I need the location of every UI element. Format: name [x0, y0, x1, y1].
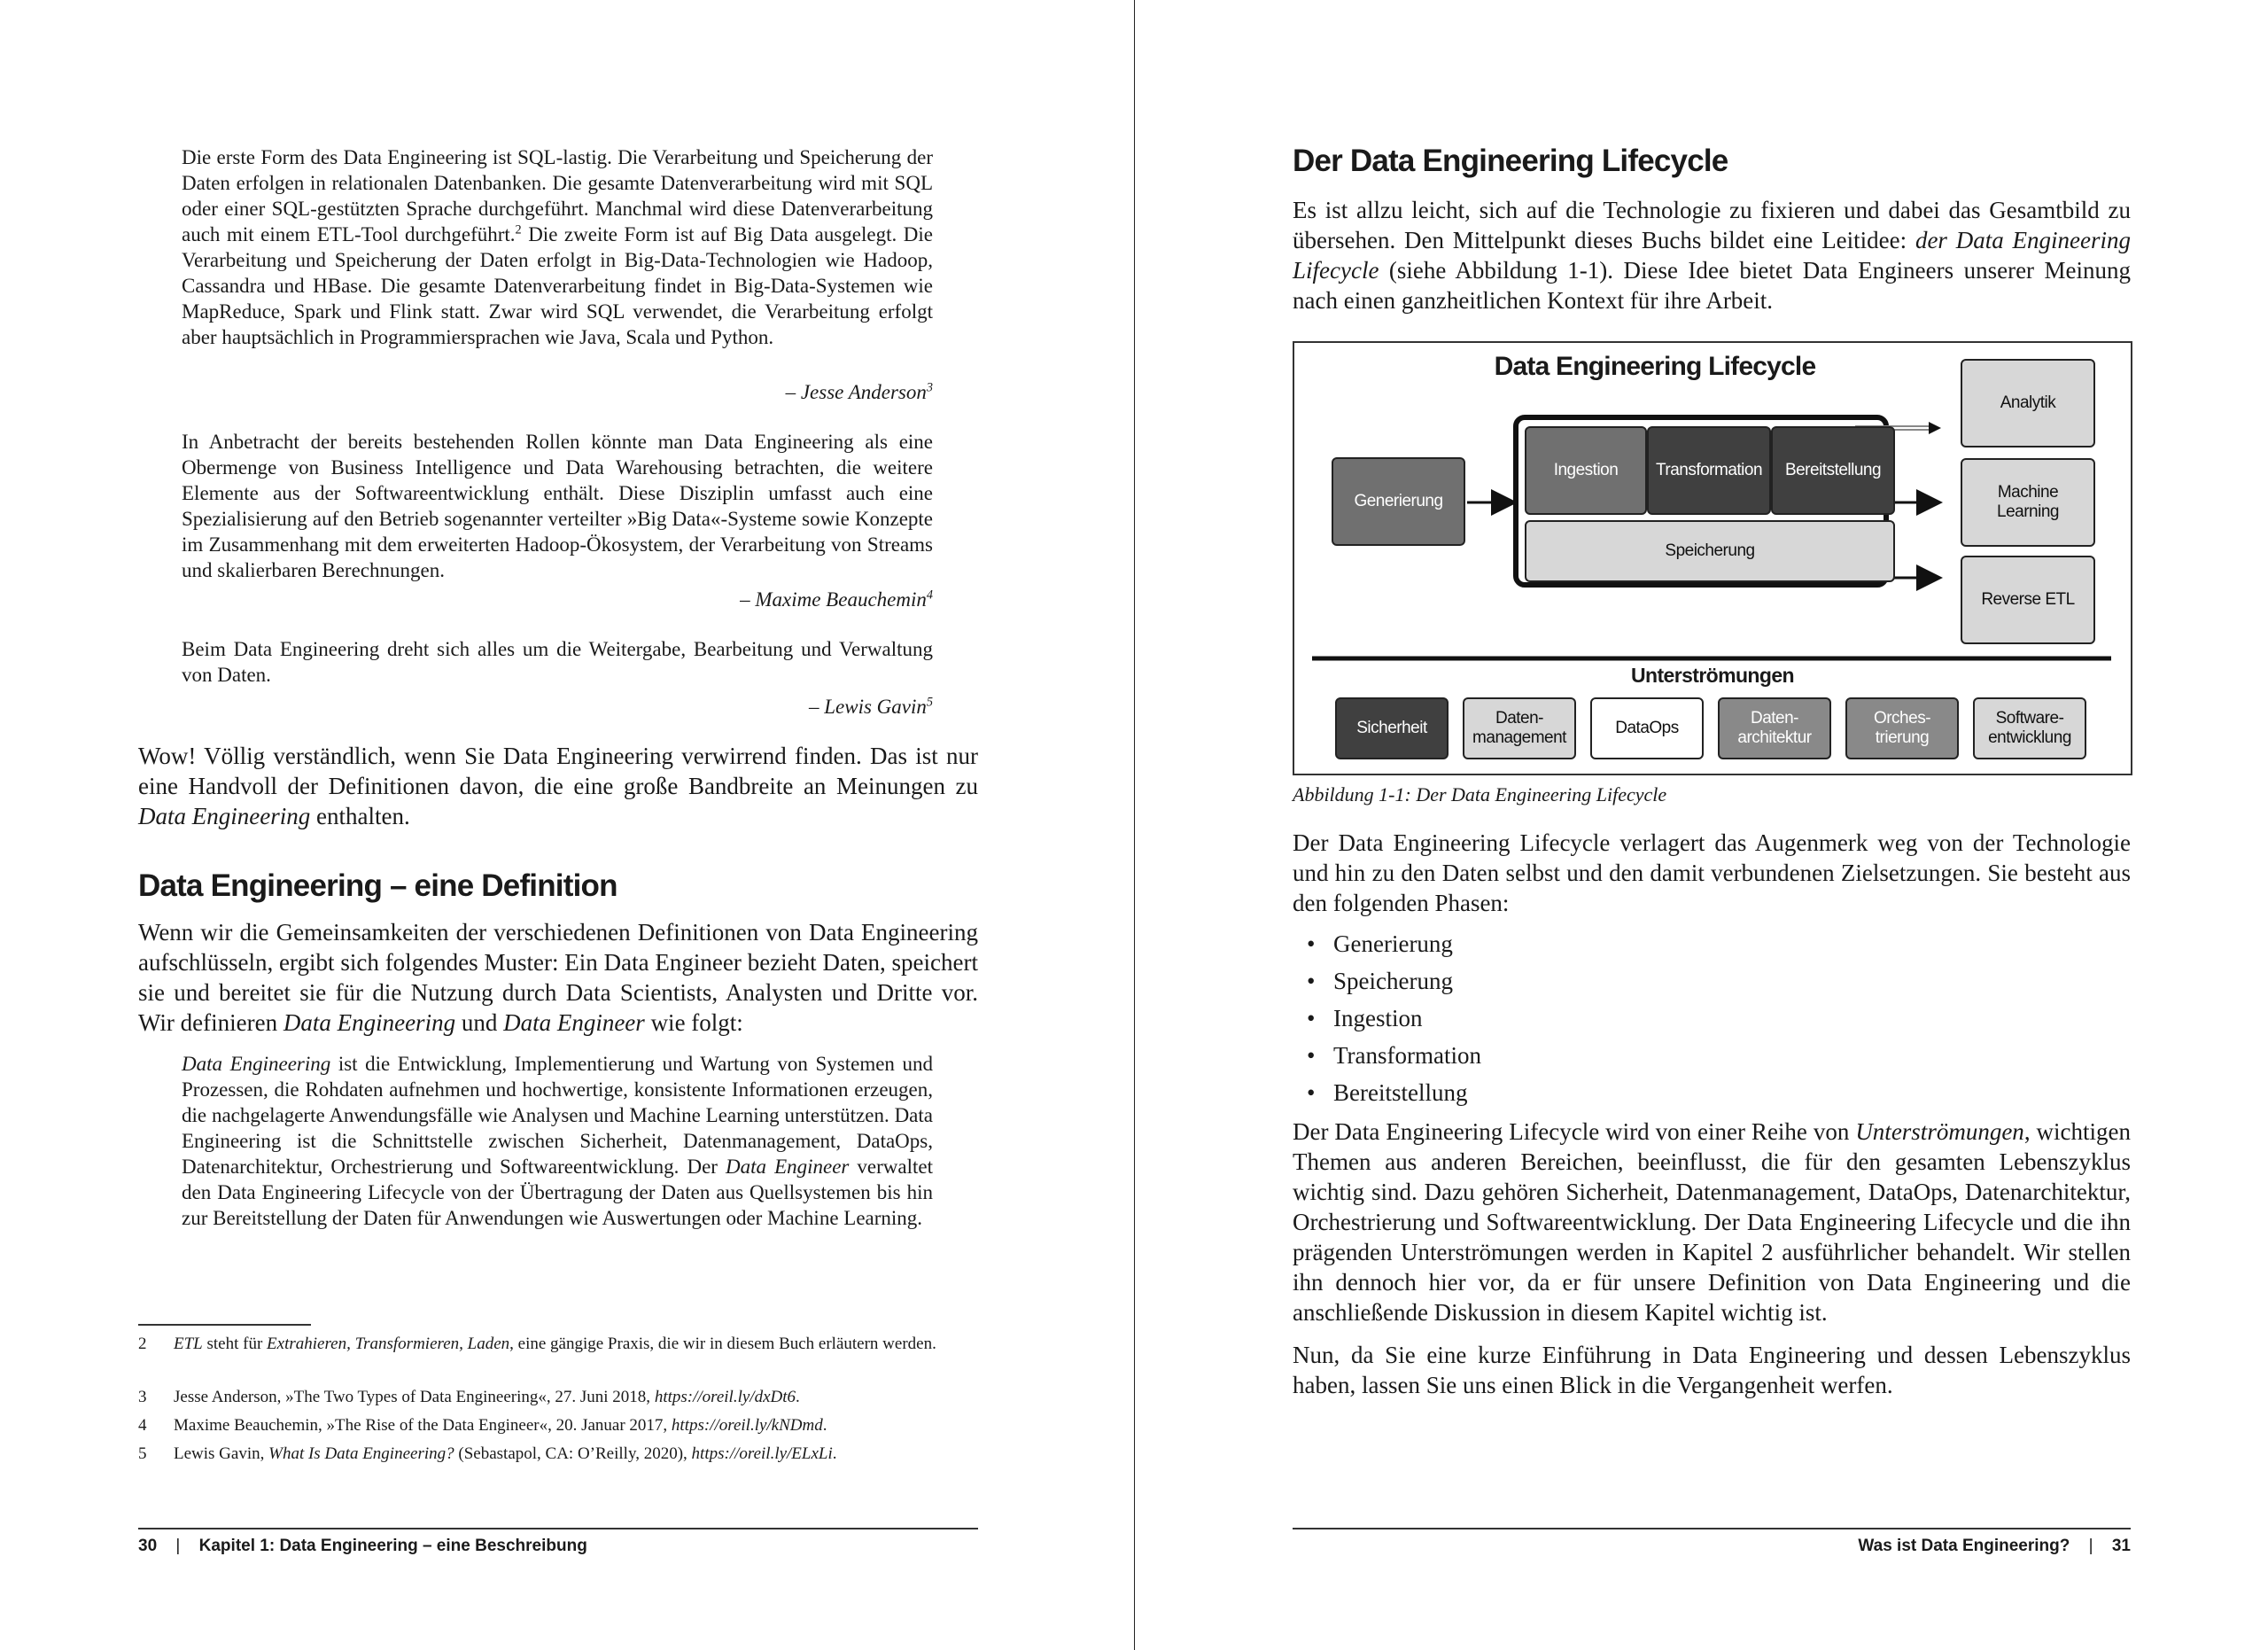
text: Der Data Engineering Lifecycle verlagert das Augenmerk weg von der Technologie und hin zu den Daten selbst und den damit verbundenen Zielsetzungen. Sie besteht aus den folgenden Phasen: — [1293, 829, 2131, 916]
page-number: 30 — [138, 1537, 158, 1555]
box-label: Bereitstellung — [1784, 461, 1882, 479]
footnote-ref[interactable]: 3 — [926, 380, 933, 395]
box-label: Daten- — [1495, 709, 1544, 728]
text: Wow! Völlig verständlich, wenn Sie Data Engineering verwirrend finden. Das ist nur eine Handvoll der Definitionen davon, die eine große Bandbreite an Meinungen zu — [138, 743, 978, 799]
emphasis: Data Engineering — [283, 1009, 456, 1036]
page-number: 31 — [2111, 1537, 2131, 1555]
box-label: DataOps — [1615, 719, 1679, 737]
footnote-5 — [138, 1444, 978, 1465]
box-machine-learning — [1961, 458, 2095, 547]
text: steht für — [202, 1335, 268, 1353]
text: . — [822, 1416, 827, 1435]
paragraph — [1293, 828, 2131, 918]
quote-text: In Anbetracht der bereits bestehenden Rollen könnte man Data Engineering als eine Obermenge von Business Intelligence und Data Warehousing betrachten, die weitere Elemente aus der Softwareentwicklung enthält. Diese Disziplin umfasst auch eine Spezialisierung auf den Betrieb sogenannter verteilter »Big Data«-Systeme sowie Konzepte im Zusammenhang mit dem erweiterten Hadoop-Ökosystem, der Verarbeitung von Streams und skalierbaren Berechnungen. — [182, 431, 933, 581]
box-label: trierung — [1875, 728, 1930, 747]
paragraph — [1293, 195, 2131, 315]
box-label: Machine — [1997, 483, 2059, 502]
text: , eine gängige Praxis, die wir in diesem Buch erläutern werden. — [509, 1335, 936, 1353]
paragraph — [1293, 1340, 2131, 1400]
paragraph — [138, 917, 978, 1038]
text: ist die Entwicklung, Implementierung und Wartung von Systemen und Prozessen, die Rohdaten aufnehmen und hochwertige, konsistente Informationen erzeugen, die nachgelagerte Anwendungsfälle wie Analysen und Machine Learning unterstützen. Data Engineering ist die Schnittstelle zwischen Sicherheit, Datenmanagement, DataOps, Datenarchitektur, Orchestrierung und Softwareentwicklung. Der — [182, 1053, 933, 1178]
emphasis: Extrahieren, Transformieren, Laden — [267, 1335, 510, 1353]
footnote-divider — [138, 1324, 311, 1326]
emphasis: der Data Engineering Lifecycle — [1293, 227, 2131, 284]
footnote-2 — [138, 1334, 978, 1355]
section-heading: Der Data Engineering Lifecycle — [1293, 144, 1728, 178]
paragraph — [1293, 1117, 2131, 1327]
footnote-ref[interactable]: 5 — [926, 695, 933, 710]
phase-list — [1293, 925, 2131, 1111]
emphasis: Data Engineering — [182, 1053, 331, 1075]
quote-text-continued: Die zweite Form ist auf Big Data ausgelegt. Die Verarbeitung und Speicherung der Daten erfolgt in Big-Data-Technologien wie Hadoop, Cassandra und HBase. Die gesamte Datenverarbeitung findet in Big-Data-Systemen wie MapReduce, Spark und Flink statt. Zwar wird SQL verwendet, die Verarbeitung erfolgt aber hauptsächlich in Programmiersprachen wie Java, Scala und Python. — [182, 223, 933, 348]
footnote-4 — [138, 1415, 978, 1436]
quote-attribution — [182, 696, 933, 719]
text: Wenn wir die Gemeinsamkeiten der verschiedenen Definitionen von Data Engineering aufschlüsseln, ergibt sich folgendes Muster: Ein Data Engineer bezieht Daten, speichert sie und bereitet sie für die Nutzung durch Data Scientists, Analysten und Dritte vor. Wir definieren — [138, 919, 978, 1036]
quote-attribution — [182, 381, 933, 404]
box-ingestion — [1525, 426, 1647, 515]
footnote-text — [174, 1387, 978, 1408]
text: , wichtigen Themen aus anderen Bereichen, beeinflusst, die für den gesamten Lebenszyklus wichtig sind. Dazu gehören Sicherheit, Datenmanagement, DataOps, Datenarchitektur, Orchestrierung und Softwareentwicklung. Der Data Engineering Lifecycle und die ihn prägenden Unterströmungen werden in Kapitel 2 ausführlicher behandelt. Wir stellen ihn dennoch hier vor, da er für unsere Definition von Data Engineering und die anschließende Diskussion in diesem Kapitel wichtig ist. — [1293, 1118, 2131, 1326]
footnote-3 — [138, 1387, 978, 1408]
text: . — [796, 1388, 800, 1406]
box-label: entwicklung — [1988, 728, 2071, 747]
emphasis: What Is Data Engineering? — [268, 1444, 454, 1463]
quote-attribution — [182, 588, 933, 611]
emphasis: Data Engineer — [726, 1156, 850, 1178]
text: . — [832, 1444, 837, 1463]
undercurrent-data-management — [1463, 697, 1576, 759]
running-head: Was ist Data Engineering? — [1858, 1537, 2070, 1555]
footnote-text — [174, 1444, 978, 1465]
box-label: management — [1472, 728, 1566, 747]
text: (Sebastapol, CA: O’Reilly, 2020), — [454, 1444, 692, 1463]
quote-text: Beim Data Engineering dreht sich alles um die Weitergabe, Bearbeitung und Verwaltung von Daten. — [182, 638, 933, 686]
list-item: • Generierung — [1293, 925, 2131, 962]
footer-separator: | — [175, 1537, 181, 1555]
text: enthalten. — [310, 803, 410, 829]
text: wie folgt: — [644, 1009, 743, 1036]
box-label: Sicherheit — [1356, 719, 1427, 737]
right-page — [1135, 0, 2268, 1650]
undercurrent-dataops — [1590, 697, 1704, 759]
arrow-analytics-head — [1929, 422, 1941, 434]
emphasis: Data Engineer — [503, 1009, 645, 1036]
box-label: Analytik — [2000, 393, 2056, 412]
text: Lewis Gavin, — [174, 1444, 269, 1463]
quote-text: Die erste Form des Data Engineering ist SQL-lastig. Die Verarbeitung und Speicherung der Daten erfolgen in relationalen Datenbanken. Die gesamte Datenverarbeitung wird mit SQL oder einer SQL-gestützten Sprache durchgeführt. Manchmal wird diese Datenverarbeitung auch mit einem ETL-Tool durchgeführt. — [182, 146, 933, 245]
undercurrents-title: Unterströmungen — [1631, 664, 1794, 687]
list-item: • Bereitstellung — [1293, 1074, 2131, 1111]
footnote-number: 2 — [138, 1335, 147, 1353]
emphasis: ETL — [174, 1335, 203, 1353]
box-label: Speicherung — [1665, 541, 1755, 560]
box-label: Generierung — [1354, 492, 1443, 510]
text: Maxime Beauchemin, »The Rise of the Data Engineer«, 20. Januar 2017, — [174, 1416, 672, 1435]
definition-block — [182, 1051, 933, 1231]
figure-caption: Abbildung 1-1: Der Data Engineering Lifecycle — [1293, 783, 1667, 806]
quote-jesse-anderson — [182, 144, 933, 350]
footnote-link[interactable]: https://oreil.ly/ELxLi — [691, 1444, 833, 1463]
page-footer — [1293, 1537, 2131, 1556]
text: verwaltet den Data Engineering Lifecycle von der Übertragung der Daten aus Quellsystemen bis hin zur Bereitstellung der Daten für Anwendungen wie Auswertungen oder Machine Learning. — [182, 1156, 933, 1229]
emphasis: Data Engineering — [138, 803, 311, 829]
footer-separator: | — [2088, 1537, 2093, 1555]
box-label: Learning — [1997, 502, 2059, 521]
box-label: Software- — [1995, 709, 2064, 728]
list-item: • Ingestion — [1293, 1000, 2131, 1037]
emphasis: Unterströmungen — [1855, 1118, 2024, 1145]
text: Nun, da Sie eine kurze Einführung in Data Engineering und dessen Lebenszyklus haben, lassen Sie uns einen Blick in die Vergangenheit werfen. — [1293, 1342, 2131, 1398]
list-item: • Transformation — [1293, 1037, 2131, 1074]
box-transformation — [1647, 426, 1771, 515]
author-name: – Lewis Gavin — [808, 696, 927, 718]
footnote-text — [174, 1334, 978, 1355]
quote-maxime-beauchemin — [182, 429, 933, 583]
undercurrent-data-architecture — [1718, 697, 1831, 759]
figure-title: Data Engineering Lifecycle — [1494, 352, 1816, 381]
footnote-number: 4 — [138, 1416, 147, 1435]
quote-lewis-gavin — [182, 636, 933, 688]
page-footer — [138, 1537, 587, 1556]
list-item: • Speicherung — [1293, 962, 2131, 1000]
footnote-ref[interactable]: 4 — [926, 588, 933, 603]
box-label: Orches- — [1873, 709, 1931, 728]
footnote-text — [174, 1415, 978, 1436]
box-storage — [1525, 520, 1895, 582]
undercurrent-software-engineering — [1973, 697, 2086, 759]
box-analytics — [1961, 359, 2095, 448]
footnote-link[interactable]: https://oreil.ly/kNDmd — [671, 1416, 823, 1435]
running-head: Kapitel 1: Data Engineering – eine Beschreibung — [198, 1537, 587, 1555]
text: und — [455, 1009, 504, 1036]
footnote-number: 5 — [138, 1444, 147, 1463]
footnote-number: 3 — [138, 1388, 147, 1406]
box-label: Ingestion — [1553, 461, 1619, 479]
box-reverse-etl — [1961, 556, 2095, 644]
undercurrent-security — [1335, 697, 1449, 759]
text: (siehe Abbildung 1-1). Diese Idee bietet Data Engineers unserer Meinung nach einen ganzheitlichen Kontext für ihre Arbeit. — [1293, 257, 2131, 314]
text: Der Data Engineering Lifecycle wird von einer Reihe von — [1293, 1118, 1856, 1145]
text: Jesse Anderson, »The Two Types of Data Engineering«, 27. Juni 2018, — [174, 1388, 655, 1406]
box-label: architektur — [1737, 728, 1812, 747]
author-name: – Maxime Beauchemin — [740, 588, 927, 611]
box-generation — [1332, 457, 1465, 546]
box-label: Transformation — [1655, 461, 1763, 479]
text: Es ist allzu leicht, sich auf die Technologie zu fixieren und dabei das Gesamtbild zu übersehen. Den Mittelpunkt dieses Buchs bildet eine Leitidee: — [1293, 197, 2131, 253]
section-heading: Data Engineering – eine Definition — [138, 868, 617, 903]
footer-rule — [138, 1528, 978, 1529]
undercurrent-orchestration — [1845, 697, 1959, 759]
paragraph — [138, 741, 978, 831]
author-name: – Jesse Anderson — [785, 381, 927, 403]
lifecycle-figure — [1293, 341, 2132, 775]
footnote-link[interactable]: https://oreil.ly/dxDt6 — [654, 1388, 796, 1406]
footnote-ref[interactable]: 2 — [515, 222, 522, 237]
box-serving — [1771, 426, 1895, 515]
footer-rule — [1293, 1528, 2131, 1529]
box-label: Daten- — [1750, 709, 1799, 728]
box-label: Reverse ETL — [1981, 590, 2075, 609]
